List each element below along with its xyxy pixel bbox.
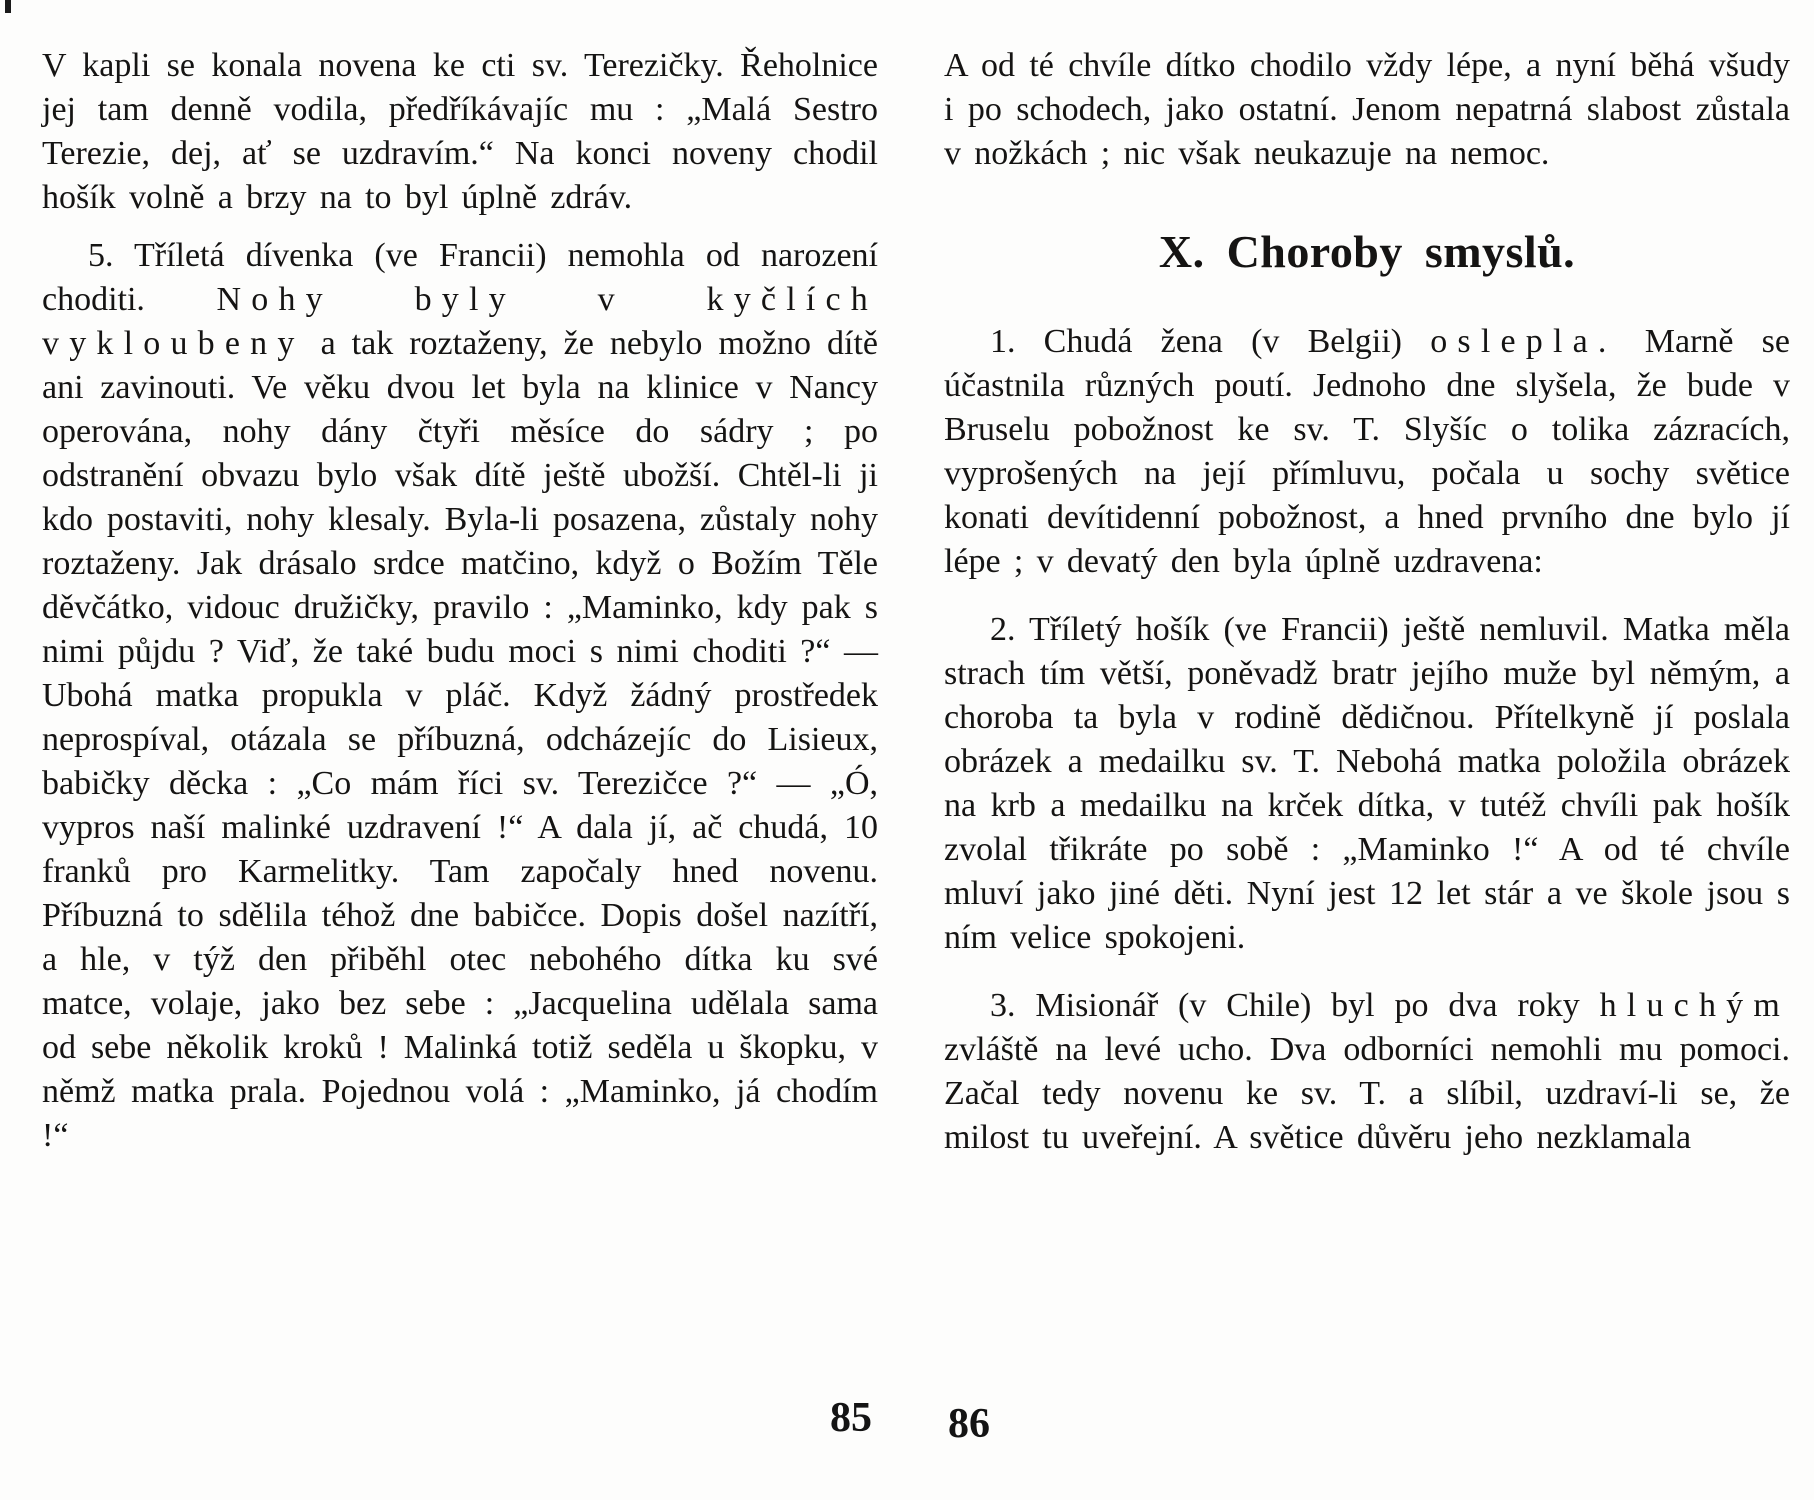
paragraph: [944, 984, 1790, 1160]
body-text-run: 5. Tříletá dívenka (ve Francii) nemohla od narození choditi.: [42, 237, 878, 318]
body-text-run: 3. Misionář (v Chile) byl po dva roky: [990, 987, 1600, 1024]
paragraph: [42, 44, 878, 220]
body-text-run: 1. Chudá žena (v Belgii): [990, 323, 1431, 360]
paragraph: [944, 608, 1790, 960]
body-text-run: V kapli se konala novena ke cti sv. Terezičky. Řeholnice jej tam denně vodila, předříkávajíc mu : „Malá Sestro Terezie, dej, ať se uzdravím.“ Na konci noveny chodil hošík volně a brzy na to byl úplně zdráv.: [42, 47, 878, 216]
left-page-text: [42, 44, 878, 1158]
right-page: [944, 44, 1790, 1184]
emphasized-spaced-text: oslepla.: [1430, 323, 1617, 360]
paragraph: [42, 234, 878, 1158]
body-text-run: Marně se účastnila různých poutí. Jednoho dne slyšela, že bude v Bruselu pobožnost ke sv. T. Slyšíc o tolika zázracích, vyprošených na její přímluvu, počala u sochy světice konati devítidenní pobožnost, a hned prvního dne bylo jí lépe ; v devatý den byla úplně uzdravena:: [944, 323, 1791, 580]
right-page-text: [944, 320, 1790, 1160]
emphasized-spaced-text: Nohy byly v kyčlích vykloubeny: [42, 281, 878, 362]
emphasized-spaced-text: hluchým: [1599, 987, 1790, 1024]
page-number-right: 86: [948, 1401, 990, 1447]
paragraph: [944, 44, 1790, 176]
left-page: [42, 44, 878, 1172]
body-text-run: a tak roztaženy, že nebylo možno dítě ani zavinouti. Ve věku dvou let byla na klinice v Nancy operována, nohy dány čtyři měsíce do sádry ; po odstranění obvazu bylo však dítě ještě ubožší. Chtěl-li ji kdo postaviti, nohy klesaly. Byla-li posazena, zůstaly nohy roztaženy. Jak drásalo srdce matčino, když o Božím Těle děvčátko, vidouc družičky, pravilo : „Maminko, kdy pak s nimi půjdu ? Viď, že také budu moci s nimi choditi ?“ — Ubohá matka propukla v pláč. Když žádný prostředek neprospíval, otázala se příbuzná, odcházejíc do Lisieux, babičky děcka : „Co mám říci sv. Terezičce ?“ — „Ó, vypros naší malinké uzdravení !“ A dala jí, ač chudá, 10 franků pro Karmelitky. Tam započaly hned novenu. Příbuzná to sdělila téhož dne babičce. Dopis došel nazítří, a hle, v týž den přiběhl otec nebohého dítka ku své matce, volaje, jako bez sebe : „Jacquelina udělala sama od sebe několik kroků ! Malinká totiž seděla u škopku, v němž matka prala. Pojednou volá : „Maminko, já chodím !“: [42, 325, 878, 1154]
body-text-run: 2. Tříletý hošík (ve Francii) ještě nemluvil. Matka měla strach tím větší, poněvadž bratr jejího muže byl němým, a choroba ta byla v rodině dědičnou. Přítelkyně jí poslala obrázek a medailku sv. T. Nebohá matka položila obrázek na krb a medailku na krček dítka, v tutéž chvíli pak hošík zvolal třikráte po sobě : „Maminko !“ A od té chvíle mluví jako jiné děti. Nyní jest 12 let stár a ve škole jsou s ním velice spokojeni.: [944, 611, 1790, 956]
body-text-run: A od té chvíle dítko chodilo vždy lépe, a nyní běhá všudy i po schodech, jako ostatní. Jenom nepatrná slabost zůstala v nožkách ; nic však neukazuje na nemoc.: [944, 47, 1790, 172]
page-number-left: 85: [830, 1395, 872, 1441]
chapter-heading: X. Choroby smyslů.: [1158, 226, 1576, 277]
body-text-run: zvláště na levé ucho. Dva odborníci nemohli mu pomoci. Začal tedy novenu ke sv. T. a slíbil, uzdraví-li se, že milost tu uveřejní. A světice důvěru jeho nezklamala: [944, 1031, 1790, 1156]
scan-artifact-mark: [5, 0, 11, 13]
paragraph: [944, 320, 1790, 584]
right-page-intro-text: [944, 44, 1790, 176]
